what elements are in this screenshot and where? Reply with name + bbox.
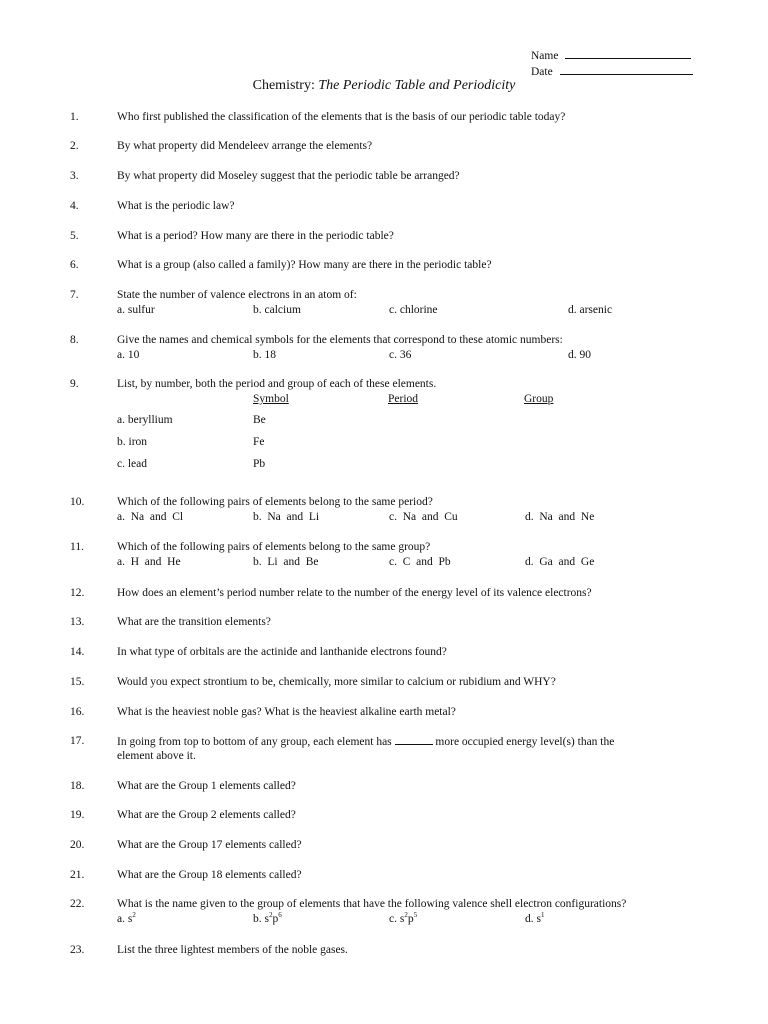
option-d: d. Ga and Ge [525, 556, 595, 568]
table-row-symbol: Be [253, 414, 266, 426]
option-a: a. sulfur [117, 304, 155, 316]
table-header-symbol: Symbol [253, 393, 289, 405]
option-c: c. C and Pb [389, 556, 451, 568]
table-row-element: a. beryllium [117, 414, 173, 426]
date-blank-line [560, 63, 693, 75]
answer-options [117, 348, 697, 363]
table-row-element: b. iron [117, 436, 148, 448]
option-b: b. Li and Be [253, 556, 319, 568]
date-label: Date [531, 66, 553, 78]
option-b: b. Na and Li [253, 511, 320, 523]
option-a: a. Na and Cl [117, 511, 184, 523]
answer-options [117, 303, 697, 318]
option-b: b. calcium [253, 304, 301, 316]
answer-options [117, 555, 697, 570]
option-a: a. 10 [117, 349, 140, 361]
table-header-period: Period [388, 393, 419, 405]
option-d: d. 90 [568, 349, 591, 361]
option-a: a. $s^2$ [117, 911, 136, 925]
option-d: d. $s^1$ [525, 911, 545, 925]
option-d: d. arsenic [568, 304, 613, 316]
table-header-group: Group [524, 393, 554, 405]
option-b: b. 18 [253, 349, 276, 361]
option-c: c. $s^2p^5$ [389, 911, 418, 925]
option-c: c. 36 [389, 349, 412, 361]
page-title: Chemistry: The Periodic Table and Periodicity [252, 78, 516, 93]
option-d: d. Na and Ne [525, 511, 595, 523]
option-a: a. H and He [117, 556, 181, 568]
option-b: b. $s^2p^6$ [253, 911, 282, 925]
answer-options [117, 912, 697, 927]
fill-in-blank [395, 734, 433, 745]
date-field [531, 63, 693, 78]
answer-options [117, 510, 697, 525]
option-c: c. Na and Cu [389, 511, 458, 523]
option-c: c. chlorine [389, 304, 438, 316]
name-field [531, 47, 691, 62]
name-label: Name [531, 50, 559, 62]
table-row-symbol: Pb [253, 458, 266, 470]
name-blank-line [565, 47, 691, 59]
table-row-symbol: Fe [253, 436, 265, 448]
table-row-element: c. lead [117, 458, 148, 470]
worksheet-page: Name Date Chemistry: The Periodic Table and Periodicity 1. Who first published the classification of the elements that is the basis of our periodic table today? 2. By what property did Mendeleev arrange the elements? 3. By what property did Moseley suggest that the periodic table be arranged? 4. What is the periodic law? 5. What is a period? How many are there in the periodic table? 6. What is a group (also called a family)? How many are there in the periodic table? 7. State the number of valence electrons in an atom of: a. sulfur b. calcium c. chlorine d. arsenic 8. Give the names and chemical symbols for the elements that correspond to these atomic numbers: a. 10 b. 18 c. 36 d. 90 9. List, by number, both the period and group of each of these elements. Symbol Period Group a. beryllium Be b. iron Fe c. lead Pb 10. Which of the following pairs of elements belong to the same period? a. Na and Cl b. Na and Li c. Na and Cu d. Na and Ne 11. Which of the following pairs of elements belong to the same group? a. H and He b. Li and Be c. C and Pb d. Ga and Ge 12. How does an element’s period number relate to the number of the energy level of its valence electrons? 13. What are the transition elements? 14. In what type of orbitals are the actinide and lanthanide electrons found? 15. Would you expect strontium to be, chemically, more similar to calcium or rubidium and WHY? 16. What is the heaviest noble gas? What is the heaviest alkaline earth metal? 17. In going from top to bottom of any group, each element has more occupied energy level(s) than the element above it. 18. What are the Group 1 elements called? 19. What are the Group 2 elements called? 20. What are the Group 17 elements called? 21. What are the Group 18 elements called? 22. What is the name given to the group of elements that have the following valence shell electron configurations? a. $s^2$ b. $s^2p^6$ c. $s^2p^5$ d. $s^1$ 23. List the three lightest members of the noble gases. [0, 0, 768, 1024]
